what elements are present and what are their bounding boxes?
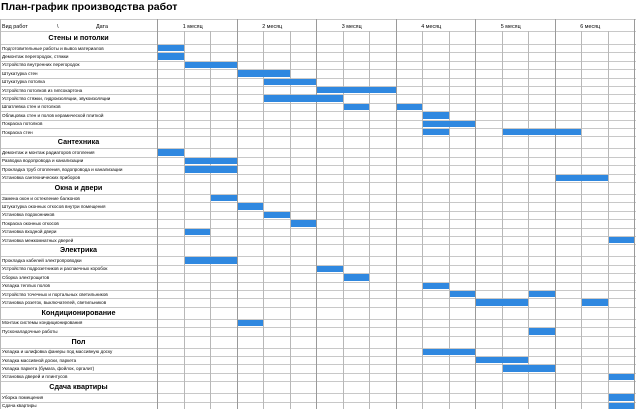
task-label: Пусконаладочные работы	[2, 328, 58, 334]
task-label: Демонтаж и монтаж радиаторов отопления	[2, 149, 95, 155]
task-label: Разводка водопровода и канализации	[2, 158, 84, 164]
gantt-bar	[609, 237, 635, 243]
section-title: Кондиционирование	[41, 307, 116, 317]
gantt-bar	[423, 129, 449, 135]
gantt-bar	[476, 299, 528, 305]
task-label: Штукатурка потолка	[2, 79, 45, 85]
gantt-bar	[423, 283, 449, 289]
task-label: Уборка помещения	[2, 394, 44, 400]
gantt-bar	[185, 257, 237, 263]
grid-row-line	[0, 19, 636, 20]
task-label: Покраска оконных откосов	[2, 220, 59, 226]
task-label: Устройство стяжки, гидроизоляции, звукоизоляции	[2, 95, 111, 101]
gantt-bar	[344, 274, 370, 280]
gantt-bar	[529, 291, 555, 297]
gantt-bar	[476, 357, 528, 363]
task-label: Устройство подрозетников и распаечных коробок	[2, 266, 108, 272]
gantt-bar	[185, 229, 211, 235]
task-label: Облицовка стен и полов керамической плиткой	[2, 112, 104, 118]
section-title: Сантехника	[57, 137, 100, 147]
gantt-bar	[423, 112, 449, 118]
section-title: Сдача квартиры	[49, 382, 108, 392]
gantt-bar	[238, 203, 264, 209]
gantt-bar	[556, 175, 608, 181]
task-label: Установка сантехнических приборов	[2, 175, 81, 181]
task-label: Покраска стен	[2, 129, 33, 135]
task-label: Замена окон и остекление балконов	[2, 195, 80, 201]
section-title: Окна и двери	[54, 183, 103, 192]
task-label: Подготовительные работы и вывоз материалов	[2, 45, 104, 51]
task-label: Сборка электрощитов	[2, 274, 50, 280]
gantt-bar	[503, 365, 555, 371]
header-slash: \	[57, 24, 59, 30]
gantt-bar	[450, 291, 476, 297]
gantt-bar	[238, 320, 264, 326]
grid-column-line	[528, 31, 529, 409]
task-label: Устройство потолков из гипсокартона	[2, 87, 83, 93]
gantt-bar	[503, 129, 582, 135]
month-header: 4 месяц	[421, 24, 442, 30]
gantt-bar	[158, 45, 184, 51]
month-header: 1 месяц	[182, 24, 203, 30]
month-header: 3 месяц	[341, 24, 362, 30]
grid-column-line	[184, 31, 185, 409]
gantt-bar	[264, 95, 343, 101]
gantt-bar	[264, 79, 316, 85]
section-title: Электрика	[60, 245, 97, 255]
month-header: 6 месяц	[580, 24, 601, 30]
grid-column-line	[396, 19, 397, 409]
gantt-bar	[238, 70, 290, 76]
gantt-bar	[158, 149, 184, 155]
grid-column-line	[316, 19, 317, 409]
task-label: Установка подоконников	[2, 212, 55, 218]
section-title: Стены и потолки	[48, 33, 109, 42]
gantt-bar	[317, 266, 343, 272]
task-label: Покраска потолков	[2, 121, 43, 127]
task-label: Устройство точечных и портальных светильников	[2, 291, 108, 297]
grid-column-line	[634, 19, 635, 409]
task-label: Штукатурка стен	[2, 70, 38, 76]
gantt-bar	[529, 328, 555, 334]
date-header: Дата	[96, 24, 108, 30]
gantt-bar	[291, 220, 317, 226]
gantt-bar	[158, 53, 184, 59]
gantt-bar	[397, 104, 423, 110]
grid-column-line	[210, 31, 211, 409]
task-label: Шпатлевка стен и потолков	[2, 104, 61, 110]
task-label: Прокладка труб отопления, водопровода и канализации	[2, 166, 123, 172]
gantt-bar	[211, 195, 237, 201]
grid-column-line	[263, 31, 264, 409]
task-label: Монтаж системы кондиционирования	[2, 320, 83, 326]
gantt-bar	[317, 87, 396, 93]
grid-column-line	[475, 19, 476, 409]
gantt-bar	[264, 212, 290, 218]
task-label: Установка входной двери	[2, 229, 57, 235]
task-label: Установка дверей и плинтусов	[2, 374, 68, 380]
task-label: Укладка массивной доски, паркета	[2, 357, 77, 363]
gantt-bar	[609, 374, 635, 380]
task-label: Укладка паркета (бумага, фойлок, оргалит)	[2, 365, 95, 371]
task-label: Сдача квартиры	[2, 403, 37, 409]
section-title: Пол	[71, 336, 86, 346]
month-header: 5 месяц	[500, 24, 521, 30]
grid-column-line	[581, 31, 582, 409]
gantt-bar	[609, 403, 635, 409]
gantt-bar	[185, 62, 237, 68]
task-label: Устройство внутренних перегородок	[2, 62, 80, 68]
task-label: Прокладка кабелей электропроводки	[2, 257, 82, 263]
grid-column-line	[555, 19, 556, 409]
gantt-bar	[185, 158, 237, 164]
label-column-divider	[0, 19, 1, 409]
gantt-bar	[423, 121, 475, 127]
task-label: Штукатурка оконных откосов внутри помещения	[2, 203, 106, 209]
task-label: Демонтаж перегородок, стяжки	[2, 53, 69, 59]
gantt-bar	[185, 166, 237, 172]
grid-column-line	[237, 19, 238, 409]
work-type-header: Вид работ	[2, 24, 28, 30]
task-label: Установка межкомнатных дверей	[2, 237, 74, 243]
task-label: Укладка теплых полов	[2, 283, 50, 289]
grid-column-line	[608, 31, 609, 409]
task-label: Установка розеток, выключателей, светильников	[2, 299, 107, 305]
grid-column-line	[157, 19, 158, 409]
gantt-bar	[609, 394, 635, 400]
gantt-bar	[423, 349, 475, 355]
gantt-bar	[582, 299, 608, 305]
month-header: 2 месяц	[262, 24, 283, 30]
page-title: План-график производства работ	[1, 1, 178, 13]
gantt-bar	[344, 104, 370, 110]
task-label: Укладка и шлифовка фанеры под массивную доску	[2, 349, 113, 355]
grid-column-line	[502, 31, 503, 409]
